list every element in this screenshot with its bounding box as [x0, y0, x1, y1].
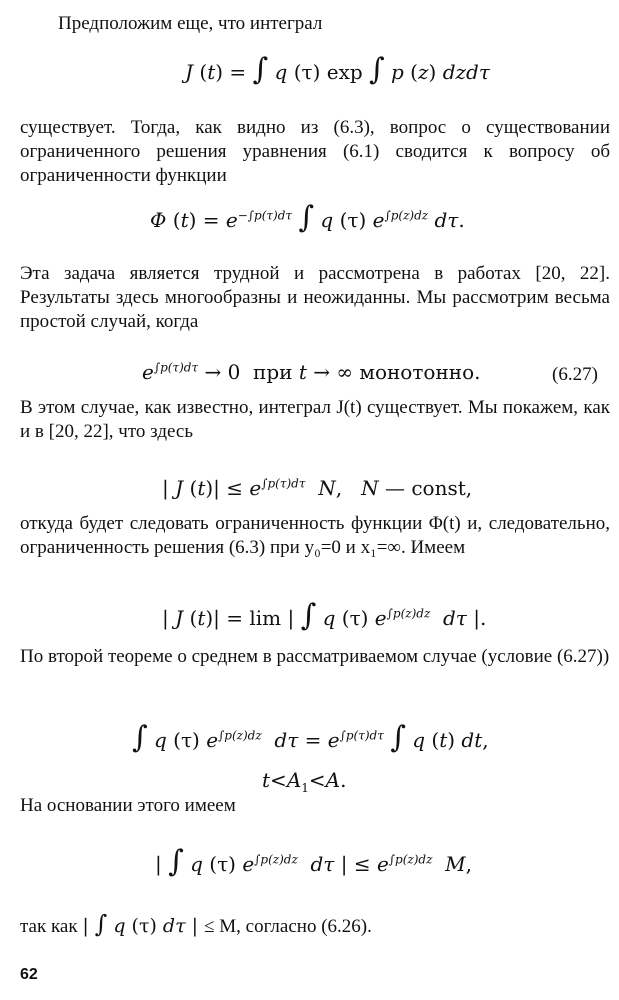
paragraph-1: Предположим еще, что интеграл: [58, 13, 323, 34]
equation-number: (6.27): [552, 364, 598, 385]
formula-inequality: $t<A_1<A$.: [262, 768, 347, 795]
paragraph-7: На основании этого имеем: [20, 795, 236, 816]
formula-J-limit: | J (t)| = lim | ∫ q (τ) $e^{\int p(z)dz}$ dτ |.: [162, 598, 487, 633]
formula-Phi-definition: Φ $(t) = e^{-\int p(\tau)d\tau}$ ∫ q (τ) $e^{\int p(z)dz}$ dτ.: [150, 200, 465, 235]
according-to-text: ≤ M, согласно (6.26).: [204, 916, 372, 937]
paragraph-8: [20, 912, 610, 939]
formula-J-bound: | J $(t)| \le e^{\int p(\tau)d\tau}$ N, N — const,: [162, 476, 473, 500]
so-as-text: так как: [20, 916, 78, 937]
formula-q-integral: | ∫ q (τ) dτ |: [82, 910, 205, 938]
paragraph-4: В этом случае, как известно, интеграл J(t) существует. Мы покажем, как и в [20, 22], что здесь: [20, 397, 610, 442]
page-number: 62: [20, 966, 38, 983]
formula-J-definition: J (t) = ∫ q (τ) exp ∫ p (z) dzdτ: [185, 52, 490, 87]
formula-mean-value: ∫ q (τ) $e^{\int p(z)dz}$ $d\tau = e^{\int p(\tau)d\tau}$ ∫ q (t) dt,: [132, 720, 489, 755]
formula-final-bound: | ∫ q (τ) $e^{\int p(z)dz}$ dτ | ≤ $e^{\int p(z)dz}$ M,: [155, 844, 472, 879]
paragraph-5: откуда будет следовать ограниченность функции Φ(t) и, следовательно, ограниченность решения (6.3) при y₀=0 и x₁=∞. Имеем: [20, 513, 610, 558]
paragraph-2: существует. Тогда, как видно из (6.3), вопрос о существовании ограниченного решения уравнения (6.1) сводится к вопросу об ограниченности функции: [20, 117, 610, 186]
paragraph-6: По второй теореме о среднем в рассматриваемом случае (условие (6.27)): [20, 646, 610, 667]
formula-6-27: $e^{\int p(\tau)d\tau} \to 0$ при t → ∞ монотонно.: [142, 360, 481, 384]
paragraph-3: Эта задача является трудной и рассмотрена в работах [20, 22]. Результаты здесь многообразны и неожиданны. Мы рассмотрим весьма простой случай, когда: [20, 263, 610, 332]
